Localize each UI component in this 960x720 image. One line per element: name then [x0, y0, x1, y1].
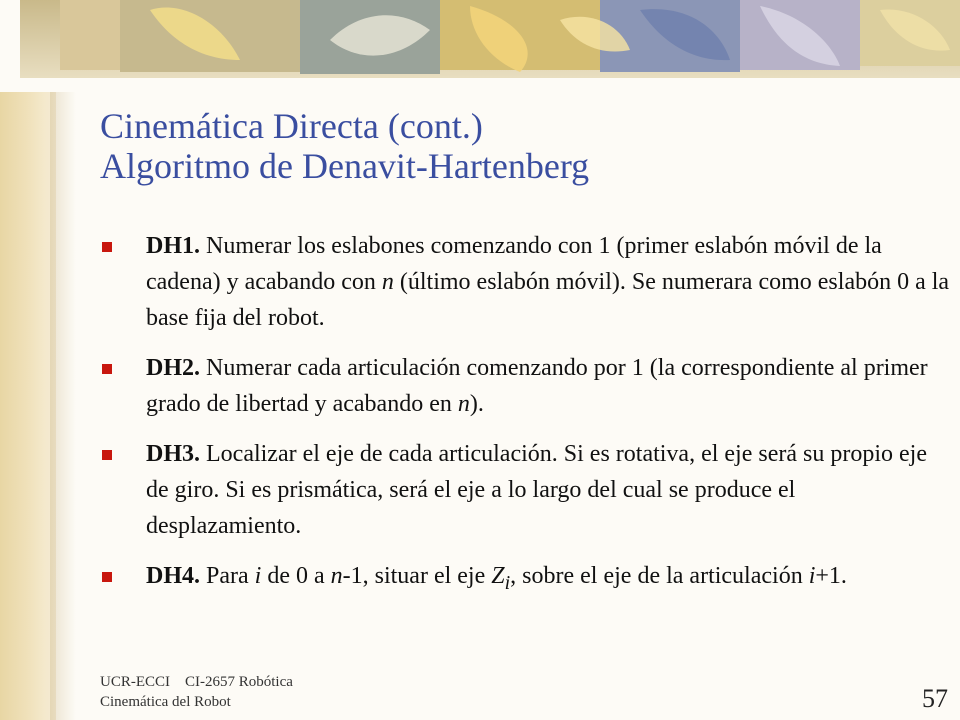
bullet-item-dh1 — [100, 228, 950, 336]
title-line-2: Algoritmo de Denavit-Hartenberg — [100, 146, 590, 186]
bullet-marker-icon — [102, 572, 112, 582]
bullet-text: DH4. Para i de 0 a n-1, situar el eje $Z_i$, sobre el eje de la articulación i+1. — [146, 563, 847, 594]
footer-topic: Cinemática del Robot — [100, 694, 231, 710]
bullet-text: DH1. Numerar los eslabones comenzando con 1 (primer eslabón móvil de la cadena) y acabando con n (último eslabón móvil). Se numerara como eslabón 0 a la base fija del robot. — [146, 233, 950, 331]
parchment-shadow — [50, 0, 76, 720]
footer-course: UCR-ECCI CI-2657 Robótica — [100, 674, 293, 690]
bullet-marker-icon — [102, 242, 112, 252]
leaf-banner-graphic — [0, 0, 960, 92]
bullet-list — [100, 228, 950, 615]
bullet-item-dh4 — [100, 558, 950, 601]
bullet-text: DH3. Localizar el eje de cada articulación. Si es rotativa, el eje será su propio eje de giro. Si es prismática, será el eje a lo largo del cual se produce el desplazamiento. — [146, 441, 927, 539]
slide-title — [100, 106, 920, 186]
bullet-text: DH2. Numerar cada articulación comenzando por 1 (la correspondiente al primer grado de libertad y acabando en n). — [146, 355, 928, 417]
bullet-marker-icon — [102, 450, 112, 460]
slide-footer — [100, 672, 293, 712]
bullet-marker-icon — [102, 364, 112, 374]
decorative-banner — [0, 0, 960, 92]
bullet-item-dh3 — [100, 436, 950, 544]
bullet-item-dh2 — [100, 350, 950, 422]
parchment-strip — [0, 0, 56, 720]
page-number: 57 — [922, 684, 948, 713]
title-line-1: Cinemática Directa (cont.) — [100, 106, 483, 146]
